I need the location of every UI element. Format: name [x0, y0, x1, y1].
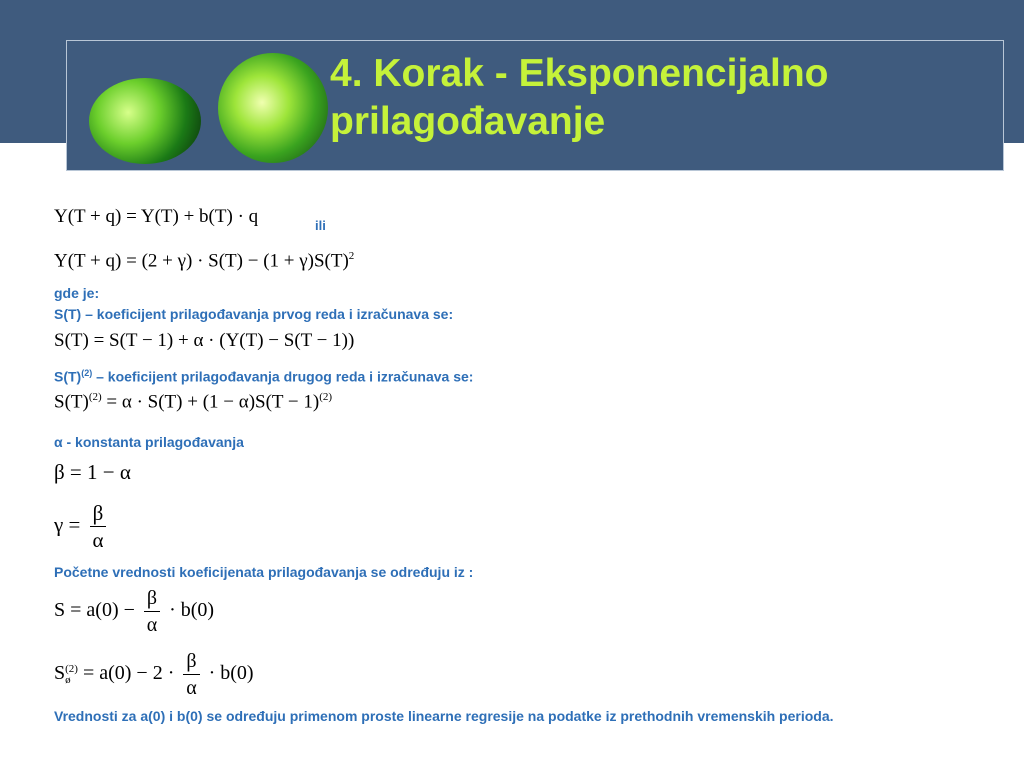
formula-5-text: β = 1 − α: [54, 460, 131, 484]
formula-2-text: Y(T + q) = (2 + γ) · S(T) − (1 + γ)S(T): [54, 250, 349, 272]
formula-4-s: S(T): [54, 391, 89, 413]
formula-4: [54, 391, 332, 413]
formula-2: [54, 250, 354, 272]
title-line-2: prilagođavanje: [330, 100, 606, 143]
leaf-photo-1: [89, 78, 201, 164]
formula-8-rhs: · b(0): [208, 662, 254, 685]
slide-title: [330, 50, 1010, 146]
formula-1: [54, 206, 258, 228]
initial-values-description: Početne vrednosti koeficijenata prilagođavanja se određuju iz :: [54, 564, 474, 580]
formula-8: [54, 648, 254, 701]
formula-6-lhs: γ =: [54, 512, 81, 537]
formula-3: [54, 330, 354, 352]
footer-text: Vrednosti za a(0) i b(0) se određuju primenom proste linearne regresije na podatke iz prethodnih vremenskih perioda.: [54, 708, 834, 724]
formula-6-fraction: [90, 500, 107, 553]
s2-superscript: (2): [81, 368, 93, 378]
alpha-description: α - konstanta prilagođavanja: [54, 434, 244, 450]
formula-4-rhs: = α · S(T) + (1 − α)S(T − 1): [101, 391, 320, 413]
s2-prefix: S(T): [54, 368, 82, 385]
formula-6: [54, 500, 110, 553]
ili-label: ili: [315, 218, 326, 233]
s-description: S(T) – koeficijent prilagođavanja prvog reda i izračunava se:: [54, 306, 454, 322]
formula-4-sup1: (2): [88, 391, 102, 403]
formula-6-denominator: α: [92, 528, 104, 552]
formula-7-denominator: α: [146, 614, 158, 636]
formula-7: [54, 585, 214, 638]
formula-7-rhs: · b(0): [169, 599, 215, 622]
title-line-1: 4. Korak - Eksponencijalno: [330, 52, 829, 95]
formula-8-fraction: [183, 648, 199, 701]
formula-5: [54, 460, 131, 485]
formula-1-text: Y(T + q) = Y(T) + b(T) · q: [54, 206, 259, 227]
formula-2-exponent: 2: [348, 250, 355, 262]
formula-8-scripts: [65, 664, 78, 686]
formula-8-lhs: = a(0) − 2 ·: [82, 662, 175, 685]
formula-8-denominator: α: [186, 677, 197, 699]
formula-8-sup: (2): [65, 662, 78, 675]
s2-text: – koeficijent prilagođavanja drugog reda i izračunava se:: [92, 368, 474, 385]
s2-description: [54, 368, 473, 385]
leaf-photo-2: [218, 53, 328, 163]
formula-8-numerator: β: [183, 648, 199, 675]
formula-3-text: S(T) = S(T − 1) + α · (Y(T) − S(T − 1)): [54, 330, 355, 351]
gde-je-label: gde je:: [54, 285, 100, 301]
formula-7-fraction: [144, 585, 160, 638]
formula-7-numerator: β: [144, 585, 160, 612]
formula-6-numerator: β: [90, 500, 107, 527]
formula-7-lhs: S = a(0) −: [54, 599, 135, 622]
formula-8-s: S: [54, 662, 66, 685]
formula-8-sub: ø: [65, 673, 71, 686]
formula-4-sup2: (2): [319, 391, 333, 403]
